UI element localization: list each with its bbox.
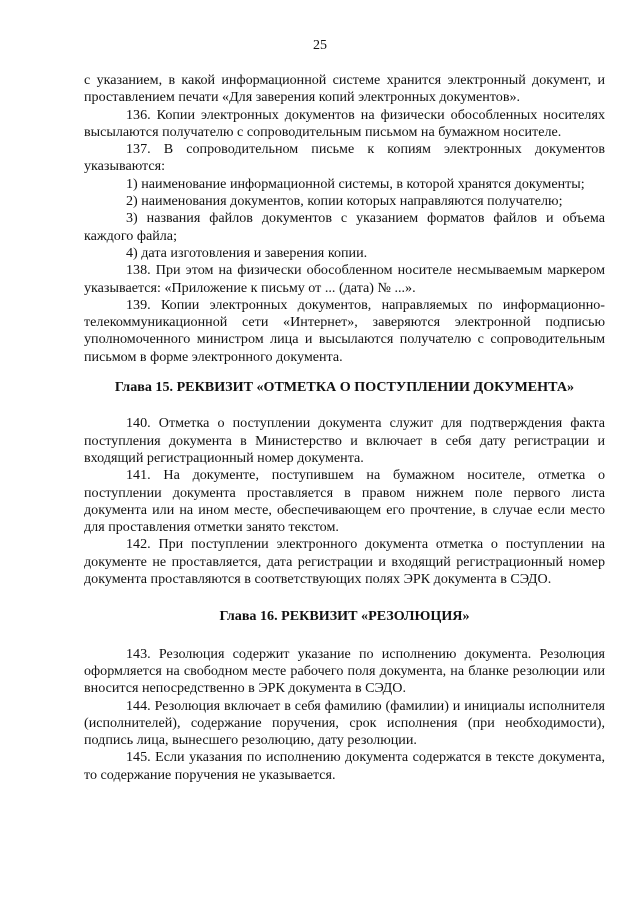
- paragraph-140: 140. Отметка о поступлении документа служит для подтверждения факта поступления документа в Министерство и включает в себя дату регистрации и входящий регистрационный номер документа.: [84, 415, 605, 466]
- paragraph-137-item-1: 1) наименование информационной системы, в которой хранятся документы;: [126, 175, 585, 192]
- paragraph-137-item-4: 4) дата изготовления и заверения копии.: [126, 244, 368, 261]
- paragraph-136: 136. Копии электронных документов на физически обособленных носителях высылаются получателю с сопроводительным письмом на бумажном носителе.: [84, 106, 605, 140]
- document-body: [84, 72, 605, 784]
- paragraph-141: 141. На документе, поступившем на бумажном носителе, отметка о поступлении документа проставляется в правом нижнем поле первого листа документа или на ином месте, обеспечивающем его прочтение, в случае если место для проставления отметки занято текстом.: [84, 467, 605, 536]
- paragraph-137: 137. В сопроводительном письме к копиям электронных документов указываются:: [84, 141, 605, 175]
- paragraph-145: 145. Если указания по исполнению документа содержатся в тексте документа, то содержание поручения не указывается.: [84, 749, 605, 783]
- paragraph-139: 139. Копии электронных документов, направляемых по информационно-телекоммуникационной сети «Интернет», заверяются электронной подписью уполномоченного министром лица и высылаются получателю с сопроводительным письмом в форме электронного документа.: [84, 296, 605, 365]
- paragraph-138: 138. При этом на физически обособленном носителе несмываемым маркером указывается: «Приложение к письму от ... (дата) № ...».: [84, 262, 605, 296]
- paragraph-143: 143. Резолюция содержит указание по исполнению документа. Резолюция оформляется на свободном месте рабочего поля документа, на бланке резолюции или вносится непосредственно в ЭРК документа в СЭДО.: [84, 645, 605, 697]
- page-number: 25: [313, 38, 327, 53]
- paragraph-137-item-3: 3) названия файлов документов с указанием форматов файлов и объема каждого файла;: [84, 210, 605, 244]
- chapter-15-heading: Глава 15. РЕКВИЗИТ «ОТМЕТКА О ПОСТУПЛЕНИИ ДОКУМЕНТА»: [114, 379, 575, 396]
- paragraph-continuation: с указанием, в какой информационной системе хранится электронный документ, и проставлением печати «Для заверения копий электронных документов».: [84, 72, 605, 106]
- paragraph-144: 144. Резолюция включает в себя фамилию (фамилии) и инициалы исполнителя (исполнителей), содержание поручения, срок исполнения (при необходимости), подпись лица, вынесшего резолюцию, дату резолюции.: [84, 697, 605, 749]
- paragraph-142: 142. При поступлении электронного документа отметка о поступлении на документе не проставляется, дата регистрации и входящий регистрационный номер документа проставляются в соответствующих полях ЭРК документа в СЭДО.: [84, 536, 605, 588]
- paragraph-137-item-2: 2) наименования документов, копии которых направляются получателю;: [126, 193, 563, 210]
- chapter-16-heading: Глава 16. РЕКВИЗИТ «РЕЗОЛЮЦИЯ»: [219, 608, 470, 625]
